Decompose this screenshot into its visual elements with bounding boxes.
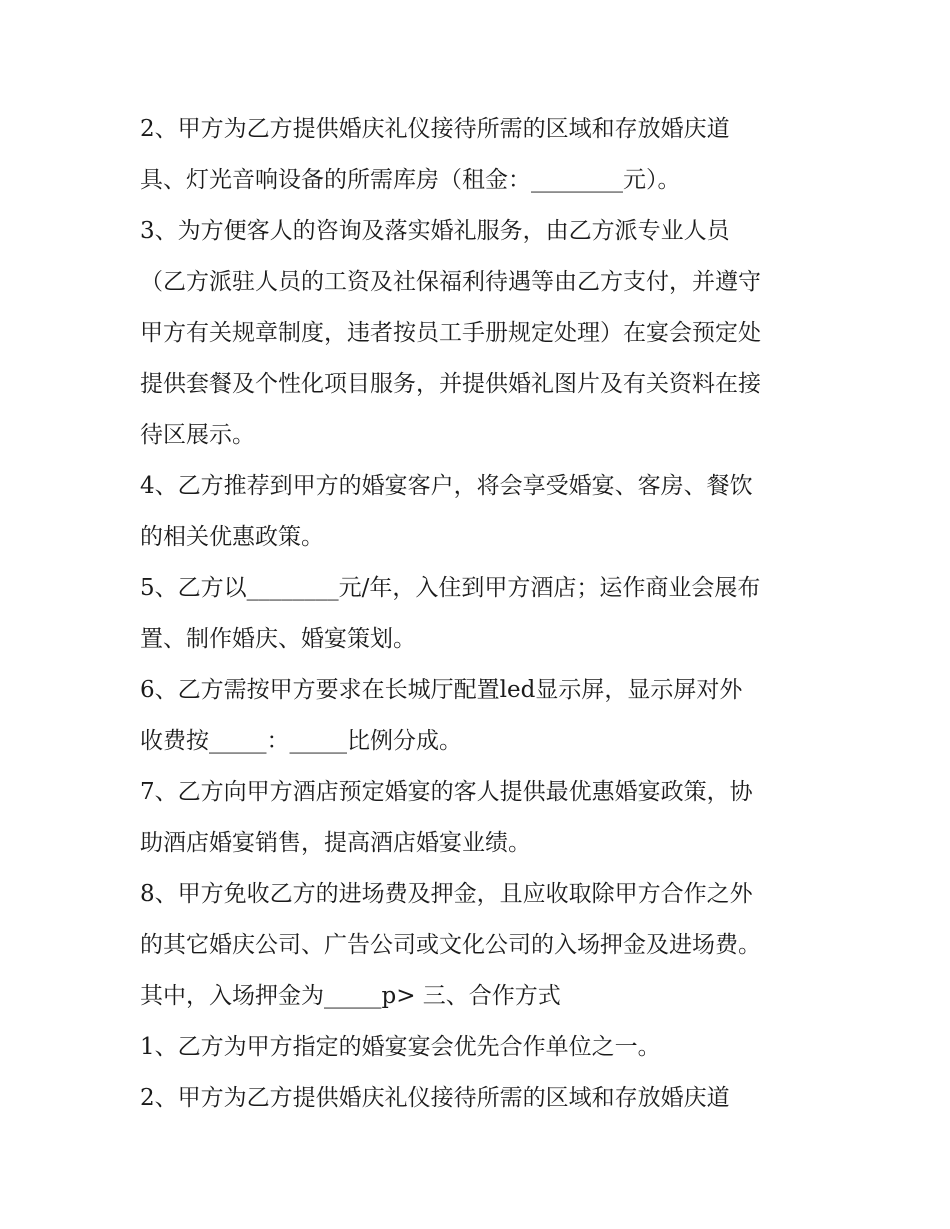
text-line: 5、乙方以________元/年，入住到甲方酒店；运作商业会展布 <box>140 575 761 601</box>
text-line: （乙方派驻人员的工资及社保福利待遇等由乙方支付，并遵守 <box>140 269 761 295</box>
text-line: 7、乙方向甲方酒店预定婚宴的客人提供最优惠婚宴政策，协 <box>140 779 753 805</box>
text-line: 2、甲方为乙方提供婚庆礼仪接待所需的区域和存放婚庆道 <box>140 1085 730 1111</box>
text-line: 的其它婚庆公司、广告公司或文化公司的入场押金及进场费。 <box>140 932 761 958</box>
text-line: 2、甲方为乙方提供婚庆礼仪接待所需的区域和存放婚庆道 <box>140 116 730 142</box>
text-line: 的相关优惠政策。 <box>140 524 324 550</box>
text-line: 3、为方便客人的咨询及落实婚礼服务，由乙方派专业人员 <box>140 218 730 244</box>
text-line: 置、制作婚庆、婚宴策划。 <box>140 626 416 652</box>
document-body <box>140 104 820 1124</box>
text-line: 甲方有关规章制度，违者按员工手册规定处理）在宴会预定处 <box>140 320 761 346</box>
text-line: 1、乙方为甲方指定的婚宴宴会优先合作单位之一。 <box>140 1034 661 1060</box>
text-line: 4、乙方推荐到甲方的婚宴客户，将会享受婚宴、客房、餐饮 <box>140 473 753 499</box>
text-line: 收费按_____：_____比例分成。 <box>140 728 462 754</box>
text-line: 6、乙方需按甲方要求在长城厅配置led显示屏，显示屏对外 <box>140 677 743 703</box>
text-line: 具、灯光音响设备的所需库房（租金：________元）。 <box>140 167 681 193</box>
text-line: 8、甲方免收乙方的进场费及押金，且应收取除甲方合作之外 <box>140 881 753 907</box>
text-line: 其中，入场押金为_____p> 三、合作方式 <box>140 983 561 1009</box>
text-line: 助酒店婚宴销售，提高酒店婚宴业绩。 <box>140 830 531 856</box>
text-line: 待区展示。 <box>140 422 255 448</box>
text-line: 提供套餐及个性化项目服务，并提供婚礼图片及有关资料在接 <box>140 371 761 397</box>
